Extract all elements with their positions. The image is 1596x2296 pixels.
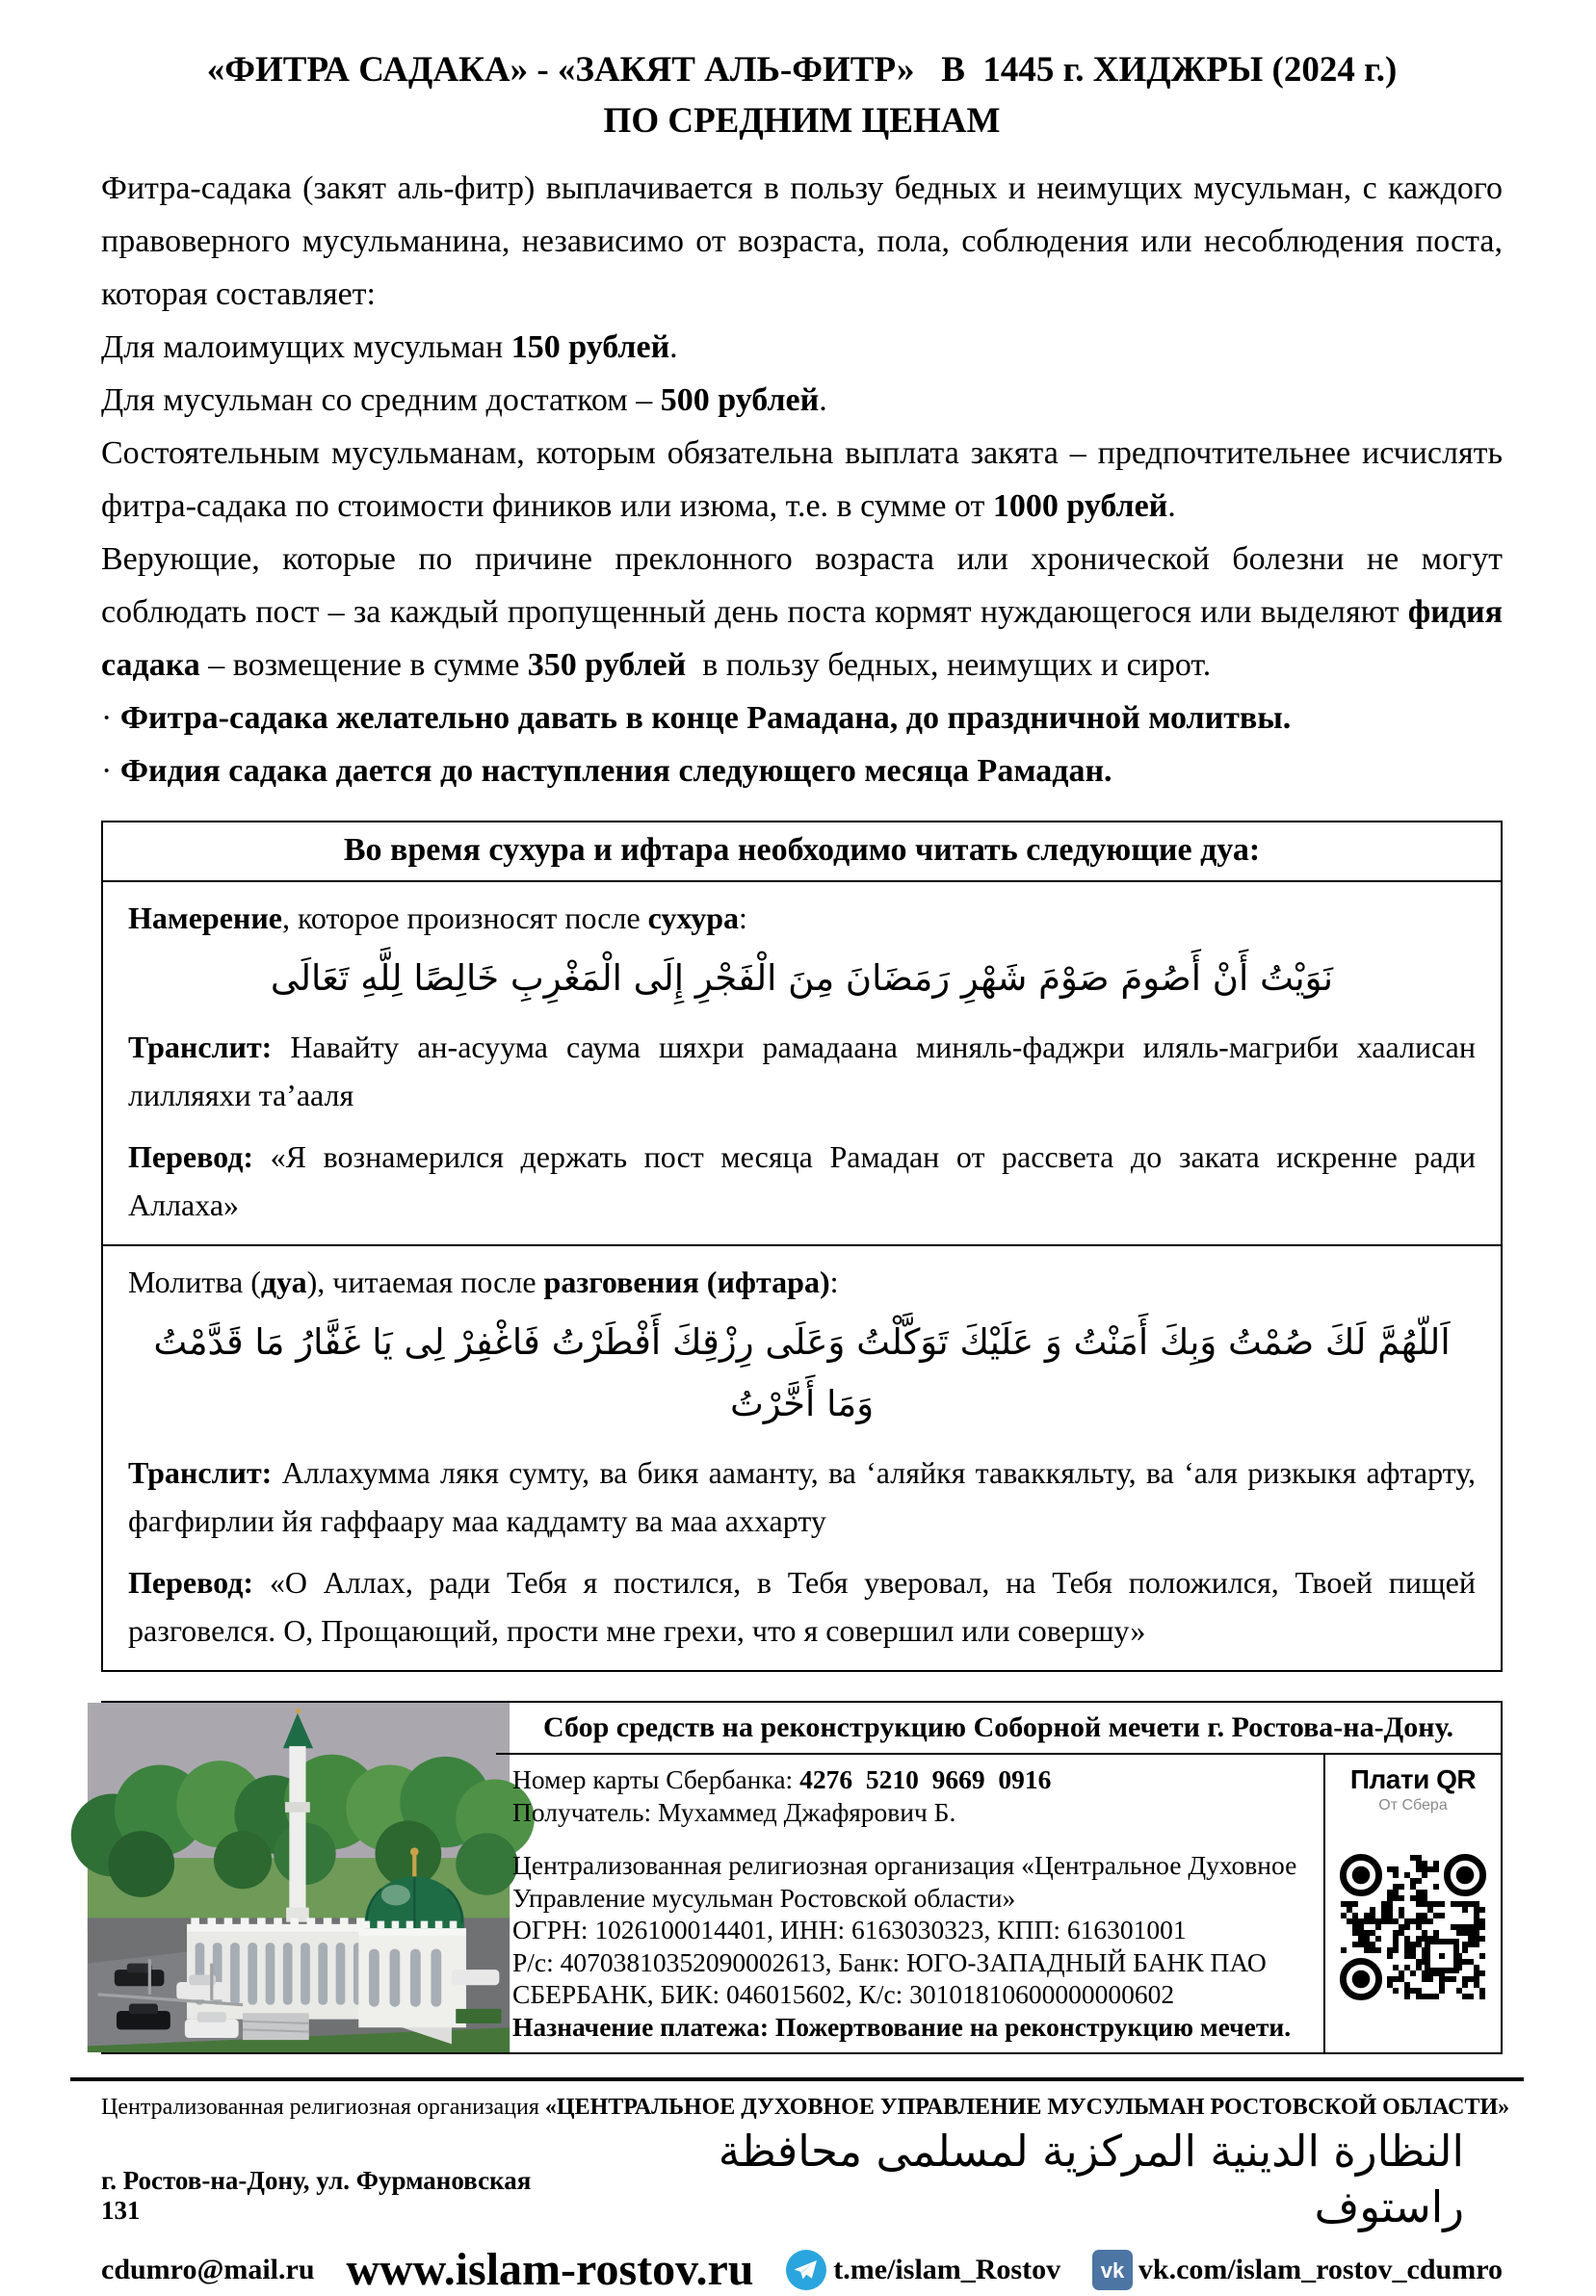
line-low-income: Для малоимущих мусульман 150 рублей.	[101, 329, 678, 365]
mosque-render-graphic	[103, 1703, 494, 2052]
fundraising-table	[101, 1701, 1503, 2054]
bullet-fitra-timing: · Фитра-садака желательно давать в конце Рамадана, до праздничной молитвы.	[101, 700, 1292, 736]
organization-line: Централизованная религиозная организация «Центральное Духовное Управление мусульман Ростовской области»	[512, 1850, 1304, 1913]
footer-divider	[70, 2077, 1524, 2081]
bank-details	[496, 1755, 1325, 2052]
suhoor-dua-section	[103, 882, 1501, 1244]
payment-purpose-line: Назначение платежа: Пожертвование на реконструкцию мечети.	[512, 2011, 1292, 2042]
telegram-link[interactable]	[785, 2249, 1060, 2291]
pay-qr-logo: Плати QR	[1349, 1764, 1477, 1794]
card-number-line: Номер карты Сбербанка: 4276 5210 9669 0916	[512, 1764, 1052, 1794]
suhoor-intent-label: Намерение, которое произносят после сухура:	[128, 900, 747, 935]
mosque-photo	[103, 1703, 496, 2052]
footer-address-row	[101, 2124, 1503, 2235]
website-link[interactable]: www.islam-rostov.ru	[346, 2244, 754, 2295]
line-mid-income: Для мусульман со средним достатком – 500 рублей.	[101, 382, 827, 418]
fundraising-header: Сбор средств на реконструкцию Соборной мечети г. Ростова-на-Дону.	[496, 1703, 1501, 1755]
telegram-label: t.me/islam_Rostov	[833, 2253, 1061, 2285]
account-line: Р/с: 40703810352090002613, Банк: ЮГО-ЗАПАДНЫЙ БАНК ПАО СБЕРБАНК, БИК: 046015602, К/с: 30101810600000000602	[512, 1946, 1273, 2009]
suhoor-transliteration: Транслит: Навайту ан-асуума саума шяхри рамадаана миняль-фаджри иляль-магриби хаалисан лилляяхи та’ааля	[128, 1030, 1483, 1112]
iftar-transliteration: Транслит: Аллахумма лякя сумту, ва бикя ааманту, ва ‘аляйкя таваккяльту, ва ‘аля ризкыкя афтарту, фагфирлии йя гаффаару маа каддамту ва маа аххарту	[128, 1455, 1483, 1538]
line-wealthy: Состоятельным мусульманам, которым обязательна выплата закята – предпочтительнее исчислять фитра-садака по стоимости фиников или изюма, т.е. в сумме от 1000 рублей.	[101, 435, 1511, 524]
qr-payment-cell	[1325, 1755, 1501, 2052]
pay-qr-sublabel: От Сбера	[1378, 1797, 1448, 1813]
iftar-translation: Перевод: «О Аллах, ради Тебя я постился, в Тебя уверовал, на Тебя положился, Твоей пищей разговелся. О, Прощающий, прости мне грехи, что я совершил или совершу»	[128, 1565, 1483, 1648]
vk-label: vk.com/islam_rostov_cdumro	[1138, 2253, 1503, 2285]
qr-code	[1341, 1855, 1485, 1999]
page-title: «ФИТРА САДАКА» - «ЗАКЯТ АЛЬ-ФИТР» В 1445 г. ХИДЖРЫ (2024 г.)	[206, 50, 1398, 90]
recipient-line: Получатель: Мухаммед Джафярович Б.	[512, 1796, 956, 1827]
registration-line: ОГРН: 1026100014401, ИНН: 6163030323, КПП: 616301001	[512, 1915, 1187, 1944]
dua-box-header: Во время сухура и ифтара необходимо читать следующие дуа:	[103, 822, 1501, 882]
dua-box	[101, 821, 1503, 1672]
paragraph-definition: Фитра-садака (закят аль-фитр) выплачивается в пользу бедных и неимущих мусульман, с каждого правоверного мусульманина, независимо от возраста, пола, соблюдения или несоблюдения поста, которая составляет:	[101, 170, 1511, 312]
page-subtitle: ПО СРЕДНИМ ЦЕНАМ	[603, 101, 1001, 141]
svg-text:vk: vk	[1100, 2257, 1125, 2283]
footer-arabic-name: النظارة الدينية المركزية لمسلمى محافظة راستوف	[718, 2126, 1464, 2232]
footer-organization-line: Централизованная религиозная организация «ЦЕНТРАЛЬНОЕ ДУХОВНОЕ УПРАВЛЕНИЕ МУСУЛЬМАН РОСТОВСКОЙ ОБЛАСТИ»	[101, 2095, 1510, 2120]
footer-contacts-row	[101, 2243, 1503, 2296]
suhoor-translation: Перевод: «Я вознамерился держать пост месяца Рамадан от рассвета до заката искренне ради Аллаха»	[128, 1139, 1483, 1222]
footer-address: г. Ростов-на-Дону, ул. Фурмановская 131	[101, 2166, 532, 2225]
telegram-icon	[785, 2249, 827, 2291]
iftar-dua-label: Молитва (дуа), читаемая после разговения (ифтара):	[128, 1265, 839, 1299]
intro-section	[101, 162, 1511, 797]
suhoor-arabic-text: نَوَيْتُ أَنْ أَصُومَ صَوْمَ شَهْرِ رَمَضَانَ مِنَ الْفَجْرِ إِلَى الْمَغْرِبِ خَالِصًا لِلَّهِ تَعَالَى	[270, 957, 1334, 999]
vk-icon	[1092, 2250, 1133, 2290]
iftar-arabic-text: اَللّهُمَّ لَكَ صُمْتُ وَبِكَ أَمَنْتُ وَ عَلَيْكَ تَوَكَّلْتُ وَعَلَى رِزْقِكَ أَفْطَرْتُ فَاغْفِرْ لِى يَا غَفَّارُ مَا قَدَّمْتُ وَمَا أَخَّرْتُ	[153, 1321, 1451, 1424]
iftar-dua-section	[103, 1244, 1501, 1670]
paragraph-fidya: Верующие, которые по причине преклонного возраста или хронической болезни не могут соблюдать пост – за каждый пропущенный день поста кормят нуждающегося или выделяют фидия садака – возмещение в сумме 350 рублей в пользу бедных, неимущих и сирот.	[101, 541, 1511, 683]
vk-link[interactable]	[1092, 2250, 1503, 2290]
email-link[interactable]: cdumro@mail.ru	[101, 2253, 315, 2285]
bullet-fidya-timing: · Фидия садака дается до наступления следующего месяца Рамадан.	[101, 753, 1112, 789]
